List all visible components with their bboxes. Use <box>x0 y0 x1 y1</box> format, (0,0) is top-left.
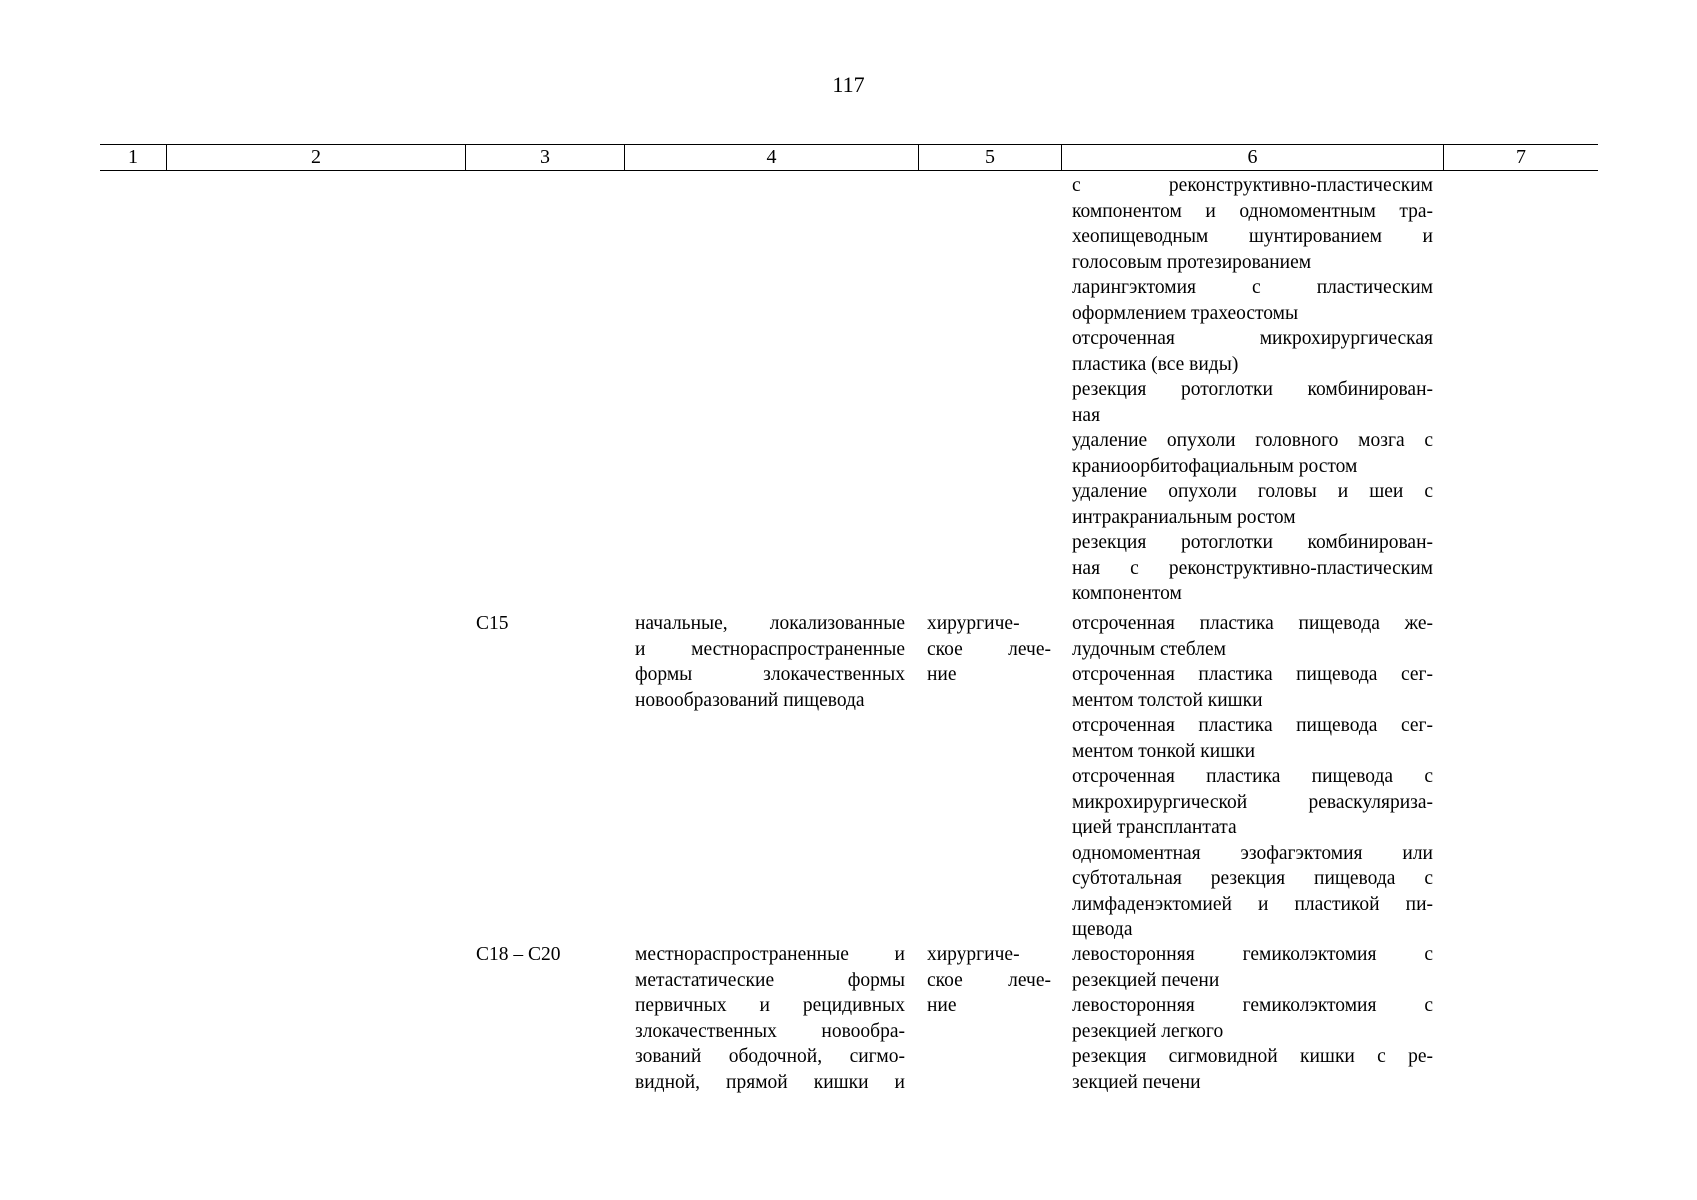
text-line: ние <box>927 664 957 685</box>
text-line: левосторонняя гемиколэктомия с <box>1072 944 1433 965</box>
text-line: удаление опухоли головного мозга с <box>1072 430 1433 451</box>
text-line: лимфаденэктомией и пластикой пи- <box>1072 893 1433 915</box>
text-line: удаление опухоли головы и шеи с <box>1072 481 1433 502</box>
text-line: одномоментная эзофагэктомия или <box>1072 842 1433 864</box>
text-line: резекцией печени <box>1072 969 1220 991</box>
header-col-5: 5 <box>985 146 995 168</box>
text-line: голосовым протезированием <box>1072 251 1312 273</box>
text-line: местнораспространенные и <box>635 944 905 965</box>
text-line: интракраниальным ростом <box>1072 506 1296 528</box>
text-line: отсроченная пластика пищевода же- <box>1072 613 1433 634</box>
header-col-2: 2 <box>311 146 321 168</box>
text-line: краниоорбитофациальным ростом <box>1072 455 1358 477</box>
text-line: резекция ротоглотки комбинирован- <box>1072 379 1433 400</box>
text-line: начальные, локализованные <box>635 613 905 634</box>
page-number: 117 <box>832 72 865 97</box>
text-line: отсроченная микрохирургическая <box>1072 328 1433 349</box>
text-line: компонентом <box>1072 583 1182 604</box>
c18-c20-code: C18 – C20 <box>476 944 561 965</box>
text-line: зекцией печени <box>1072 1071 1201 1093</box>
text-line: формы злокачественных <box>635 664 905 685</box>
text-line: ментом тонкой кишки <box>1072 740 1256 762</box>
text-line: резекция сигмовидной кишки с ре- <box>1072 1046 1433 1067</box>
top-block-col6 <box>1072 173 1433 607</box>
c18-c20-diagnosis <box>635 942 905 1095</box>
c18-c20-treatment-type <box>927 942 1051 1019</box>
text-line: зований ободочной, сигмо- <box>635 1046 905 1067</box>
text-line: ское лече- <box>927 638 1051 660</box>
text-line: ная с реконструктивно-пластическим <box>1072 557 1433 579</box>
header-col-7: 7 <box>1516 146 1526 168</box>
c15-treatment-type <box>927 611 1051 688</box>
text-line: резекцией легкого <box>1072 1020 1224 1042</box>
text-line: лудочным стеблем <box>1072 638 1226 660</box>
text-line: отсроченная пластика пищевода сег- <box>1072 715 1433 736</box>
text-line: резекция ротоглотки комбинирован- <box>1072 532 1433 553</box>
text-line: щевода <box>1072 919 1133 940</box>
text-line: ние <box>927 995 957 1016</box>
text-line: с реконструктивно-пластическим <box>1072 175 1433 196</box>
text-line: злокачественных новообра- <box>635 1020 905 1042</box>
text-line: новообразований пищевода <box>635 689 865 711</box>
text-line: оформлением трахеостомы <box>1072 302 1299 324</box>
text-line: пластика (все виды) <box>1072 353 1239 375</box>
header-col-1: 1 <box>128 146 138 168</box>
text-line: ная <box>1072 404 1101 426</box>
text-line: отсроченная пластика пищевода с <box>1072 766 1433 787</box>
text-line: ментом толстой кишки <box>1072 689 1263 711</box>
c15-diagnosis <box>635 611 905 713</box>
text-line: метастатические формы <box>635 969 905 991</box>
table-header-row <box>100 144 1598 171</box>
text-line: хирургиче- <box>927 944 1020 965</box>
text-line: отсроченная пластика пищевода сег- <box>1072 664 1433 685</box>
text-line: ларингэктомия с пластическим <box>1072 277 1433 298</box>
text-line: хирургиче- <box>927 613 1020 634</box>
c15-methods <box>1072 611 1433 943</box>
header-col-3: 3 <box>540 146 550 168</box>
text-line: хеопищеводным шунтированием и <box>1072 226 1433 247</box>
header-col-6: 6 <box>1247 146 1258 168</box>
text-line: ское лече- <box>927 969 1051 991</box>
text-line: микрохирургической реваскуляриза- <box>1072 791 1433 813</box>
text-line: видной, прямой кишки и <box>635 1071 905 1093</box>
text-line: компонентом и одномоментным тра- <box>1072 200 1433 222</box>
c15-code: C15 <box>476 613 509 634</box>
text-line: первичных и рецидивных <box>635 995 905 1016</box>
text-line: субтотальная резекция пищевода с <box>1072 868 1433 889</box>
text-line: левосторонняя гемиколэктомия с <box>1072 995 1433 1016</box>
c18-c20-methods <box>1072 942 1433 1095</box>
text-line: цией трансплантата <box>1072 817 1237 838</box>
text-line: и местнораспространенные <box>635 638 905 660</box>
header-col-4: 4 <box>766 146 777 168</box>
